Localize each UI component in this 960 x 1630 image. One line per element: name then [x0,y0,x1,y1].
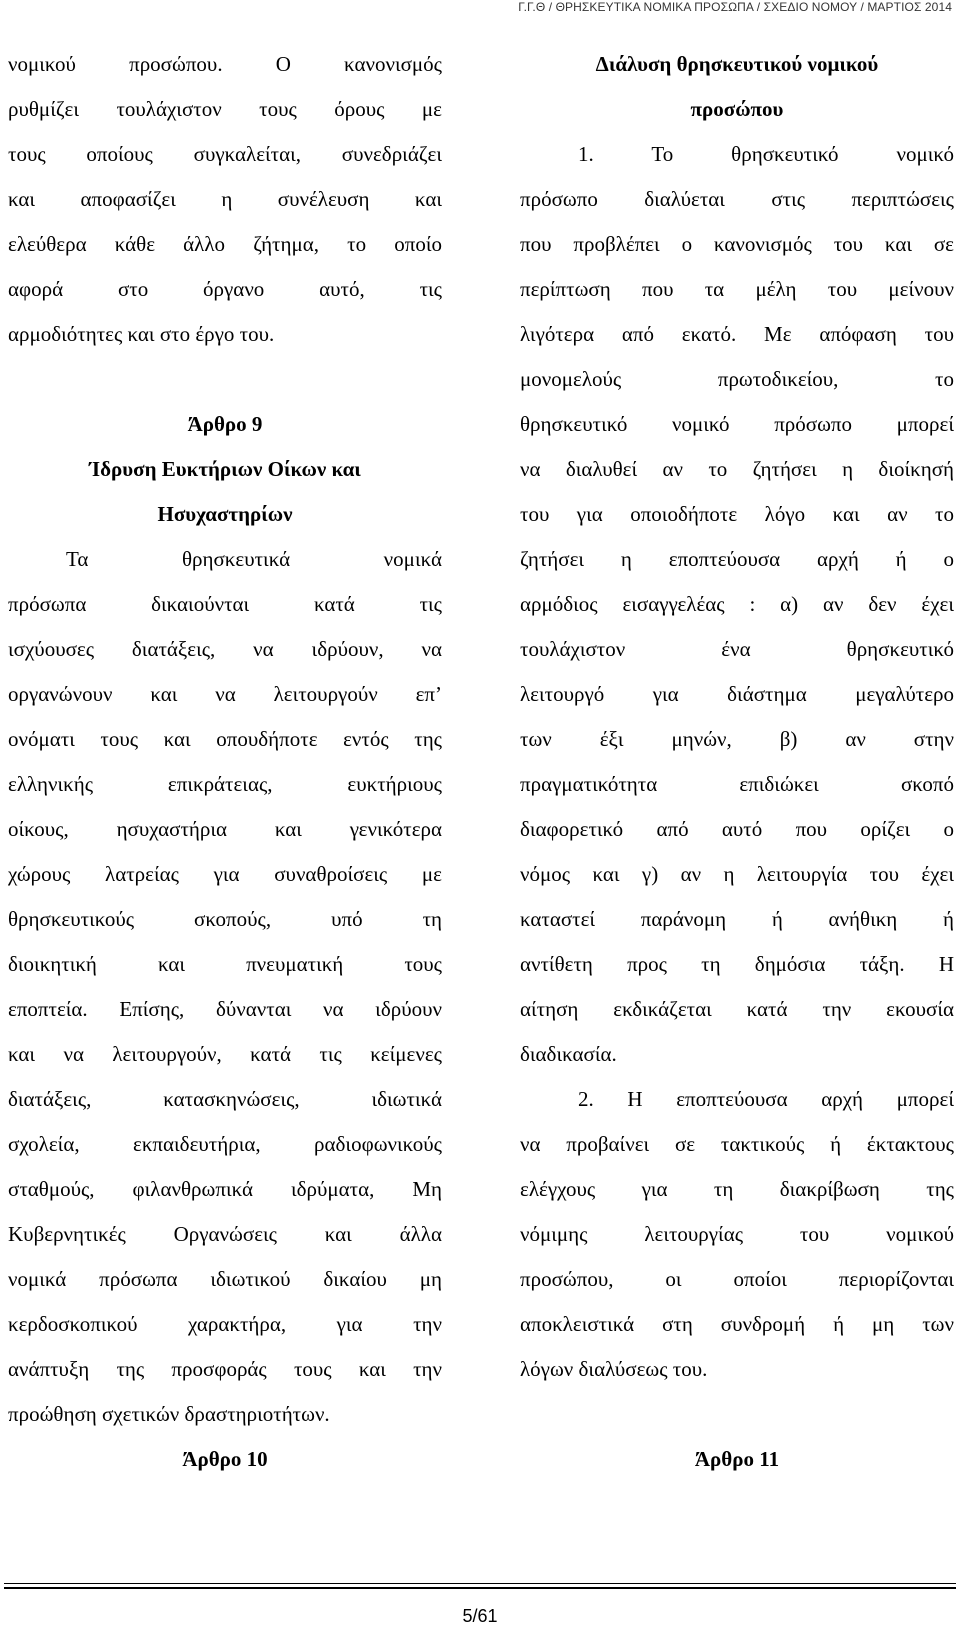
text-line: 1. Το θρησκευτικό νομικό [578,142,954,166]
text-line: και να λειτουργούν, κατά τις κείμενες [8,1042,442,1066]
text-line: λόγων διαλύσεως του. [520,1357,708,1381]
text-line: καταστεί παράνομη ή ανήθικη ή [520,907,954,931]
left-column [8,42,442,1482]
running-header: Γ.Γ.Θ / ΘΡΗΣΚΕΥΤΙΚΑ ΝΟΜΙΚΑ ΠΡΟΣΩΠΑ / ΣΧΕΔΙΟ ΝΟΜΟΥ / ΜΑΡΤΙΟΣ 2014 [518,0,952,14]
text-line: θρησκευτικό νομικό πρόσωπο μπορεί [520,412,954,436]
text-line: διοικητική και πνευματική τους [8,952,442,976]
section-title: προσώπου [690,97,784,121]
text-line: που προβλέπει ο κανονισμός του και σε [520,232,954,256]
article-9-title: Ίδρυση Ευκτήριων Οίκων και [89,457,361,481]
text-line: 2. Η εποπτεύουσα αρχή μπορεί [578,1087,954,1111]
text-line: ονόματι τους και οπουδήποτε εντός της [8,727,442,751]
text-line: τουλάχιστον ένα θρησκευτικό [520,637,954,661]
text-line: λειτουργό για διάστημα μεγαλύτερο [520,682,954,706]
text-line: λιγότερα από εκατό. Με απόφαση του [520,322,954,346]
text-line: να διαλυθεί αν το ζητήσει η διοίκησή [520,457,954,481]
text-line: ζητήσει η εποπτεύουσα αρχή ή ο [520,547,954,571]
text-line: ρυθμίζει τουλάχιστον τους όρους με [8,97,442,121]
article-9-heading: Άρθρο 9 [187,412,263,436]
text-line: πρόσωπα δικαιούνται κατά τις [8,592,442,616]
text-line: ανάπτυξη της προσφοράς τους και την [8,1357,442,1381]
text-line: προσώπου, οι οποίοι περιορίζονται [520,1267,954,1291]
text-line: να προβαίνει σε τακτικούς ή έκτακτους [520,1132,954,1156]
text-line: περίπτωση που τα μέλη του μείνουν [520,277,954,301]
text-line: διαφορετικό από αυτό που ορίζει ο [520,817,954,841]
article-11-heading: Άρθρο 11 [694,1447,780,1471]
text-line: ελληνικής επικράτειας, ευκτήριους [8,772,442,796]
text-line: αφορά στο όργανο αυτό, τις [8,277,442,301]
text-line: ισχύουσες διατάξεις, να ιδρύουν, να [8,637,442,661]
text-line: πρόσωπο διαλύεται στις περιπτώσεις [520,187,954,211]
text-line: νομικού προσώπου. Ο κανονισμός [8,52,442,76]
text-line: αντίθετη προς τη δημόσια τάξη. Η [520,952,954,976]
text-line: νόμιμης λειτουργίας του νομικού [520,1222,954,1246]
text-line: νομικά πρόσωπα ιδιωτικού δικαίου μη [8,1267,442,1291]
section-title: Διάλυση θρησκευτικού νομικού [595,52,879,76]
article-9-title: Ησυχαστηρίων [157,502,293,526]
text-line: κερδοσκοπικού χαρακτήρα, για την [8,1312,442,1336]
text-line: οίκους, ησυχαστήρια και γενικότερα [8,817,442,841]
footer-divider [4,1583,956,1584]
text-line: σχολεία, εκπαιδευτήρια, ραδιοφωνικούς [8,1132,442,1156]
text-line: νόμος και γ) αν η λειτουργία του έχει [520,862,954,886]
text-line: χώρους λατρείας για συναθροίσεις με [8,862,442,886]
text-line: αποκλειστικά στη συνδρομή ή μη των [520,1312,954,1336]
article-10-heading: Άρθρο 10 [182,1447,268,1471]
text-line: αρμόδιος εισαγγελέας : α) αν δεν έχει [520,592,954,616]
text-line: εποπτεία. Επίσης, δύνανται να ιδρύουν [8,997,442,1021]
text-line: διατάξεις, κατασκηνώσεις, ιδιωτικά [8,1087,442,1111]
text-line: οργανώνουν και να λειτουργούν επ’ [8,682,442,706]
text-line: αίτηση εκδικάζεται κατά την εκουσία [520,997,954,1021]
text-line: τους οποίους συγκαλείται, συνεδριάζει [8,142,442,166]
page-number: 5/61 [462,1606,498,1626]
text-line: θρησκευτικούς σκοπούς, υπό τη [8,907,442,931]
text-line: Τα θρησκευτικά νομικά [66,547,442,571]
text-line: προώθηση σχετικών δραστηριοτήτων. [8,1402,330,1426]
text-line: ελεύθερα κάθε άλλο ζήτημα, το οποίο [8,232,442,256]
text-line: ελέγχους για τη διακρίβωση της [520,1177,954,1201]
text-line: μονομελούς πρωτοδικείου, το [520,367,954,391]
text-line: Κυβερνητικές Οργανώσεις και άλλα [8,1222,442,1246]
text-line: πραγματικότητα επιδιώκει σκοπό [520,772,954,796]
text-line: σταθμούς, φιλανθρωπικά ιδρύματα, Μη [8,1177,442,1201]
text-line: και αποφασίζει η συνέλευση και [8,187,442,211]
footer-divider [4,1587,956,1589]
text-line: του για οποιοδήποτε λόγο και αν το [520,502,954,526]
text-line: των έξι μηνών, β) αν στην [520,727,954,751]
text-line: διαδικασία. [520,1042,617,1066]
text-line: αρμοδιότητες και στο έργο του. [8,322,275,346]
right-column [520,42,954,1482]
